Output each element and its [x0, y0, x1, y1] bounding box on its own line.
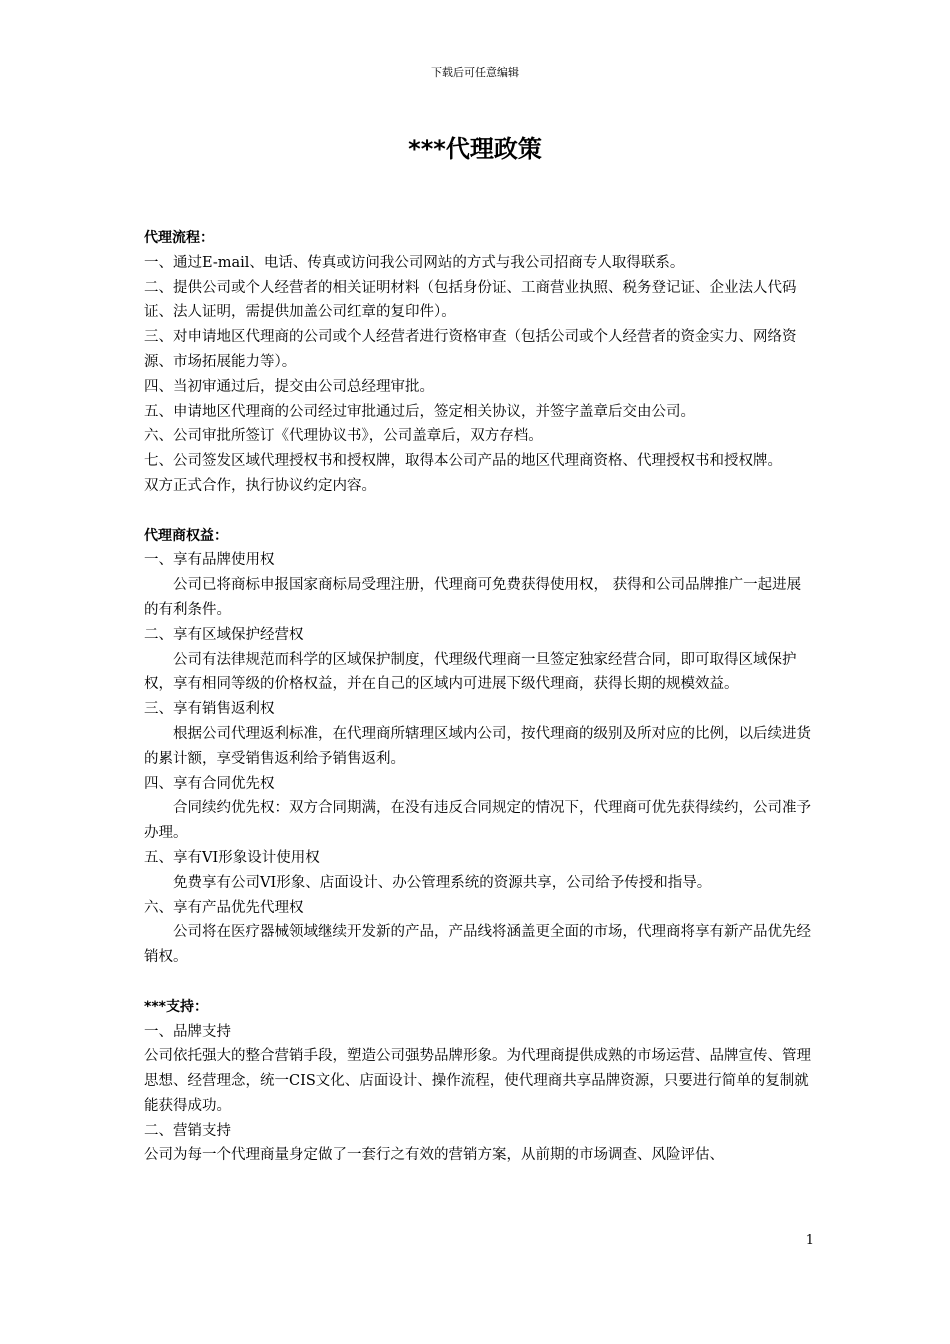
section-heading: 代理商权益： — [144, 527, 228, 544]
paragraph: 三、对申请地区代理商的公司或个人经营者进行资格审查（包括公司或个人经营者的资金实力、网络资源、市场拓展能力等）。 — [144, 329, 797, 370]
paragraph: 根据公司代理返利标准，在代理商所辖理区域内公司，按代理商的级别及所对应的比例，以后续进货的累计额，享受销售返利给予销售返利。 — [144, 725, 811, 767]
section-agency-process — [144, 226, 814, 499]
subheading: 二、营销支持 — [144, 1122, 231, 1139]
paragraph: 公司将在医疗器械领域继续开发新的产品，产品线将涵盖更全面的市场，代理商将享有新产品优先经销权。 — [144, 924, 811, 966]
subheading: 一、品牌支持 — [144, 1023, 231, 1040]
paragraph: 公司已将商标申报国家商标局受理注册，代理商可免费获得使用权， 获得和公司品牌推广一起进展的有利条件。 — [144, 577, 802, 618]
page-header: 下载后可任意编辑 — [431, 66, 519, 79]
section-support — [144, 995, 814, 1169]
paragraph: 四、当初审通过后，提交由公司总经理审批。 — [144, 378, 434, 395]
paragraph: 五、申请地区代理商的公司经过审批通过后，签定相关协议，并签字盖章后交由公司。 — [144, 403, 695, 420]
paragraph: 公司依托强大的整合营销手段，塑造公司强势品牌形象。为代理商提供成熟的市场运营、品牌宣传、管理思想、经营理念，统一CIS文化、店面设计、操作流程，使代理商共享品牌资源，只要进行简单的复制就能获得成功。 — [144, 1048, 811, 1114]
subheading: 六、享有产品优先代理权 — [144, 899, 304, 916]
subheading: 三、享有销售返利权 — [144, 701, 275, 718]
section-heading: 代理流程： — [144, 230, 214, 246]
paragraph: 合同续约优先权：双方合同期满，在没有违反合同规定的情况下，代理商可优先获得续约，公司准予办理。 — [144, 800, 811, 842]
paragraph: 六、公司审批所签订《代理协议书》，公司盖章后，双方存档。 — [144, 428, 543, 445]
paragraph: 公司为每一个代理商量身定做了一套行之有效的营销方案，从前期的市场调查、风险评估、 — [144, 1147, 724, 1164]
subheading: 一、享有品牌使用权 — [144, 552, 275, 569]
paragraph: 一、通过E-mail、电话、传真或访问我公司网站的方式与我公司招商专人取得联系。 — [144, 254, 685, 271]
section-agent-rights — [144, 524, 814, 970]
subheading: 四、享有合同优先权 — [144, 775, 275, 792]
document-body — [144, 226, 814, 1193]
subheading: 二、享有区域保护经营权 — [144, 626, 304, 643]
page-number: 1 — [805, 1233, 814, 1248]
paragraph: 双方正式合作，执行协议约定内容。 — [144, 477, 376, 494]
section-heading: ***支持： — [144, 998, 208, 1015]
paragraph: 免费享有公司VI形象、店面设计、办公管理系统的资源共享，公司给予传授和指导。 — [173, 874, 712, 891]
paragraph: 二、提供公司或个人经营者的相关证明材料（包括身份证、工商营业执照、税务登记证、企业法人代码证、法人证明，需提供加盖公司红章的复印件）。 — [144, 279, 797, 321]
paragraph: 七、公司签发区域代理授权书和授权牌，取得本公司产品的地区代理商资格、代理授权书和授权牌。 — [144, 453, 782, 470]
paragraph: 公司有法律规范而科学的区域保护制度，代理级代理商一旦签定独家经营合同，即可取得区域保护权，享有相同等级的价格权益，并在自己的区域内可进展下级代理商，获得长期的规模效益。 — [144, 651, 797, 693]
document-title: ***代理政策 — [408, 135, 542, 163]
subheading: 五、享有VI形象设计使用权 — [144, 849, 320, 866]
